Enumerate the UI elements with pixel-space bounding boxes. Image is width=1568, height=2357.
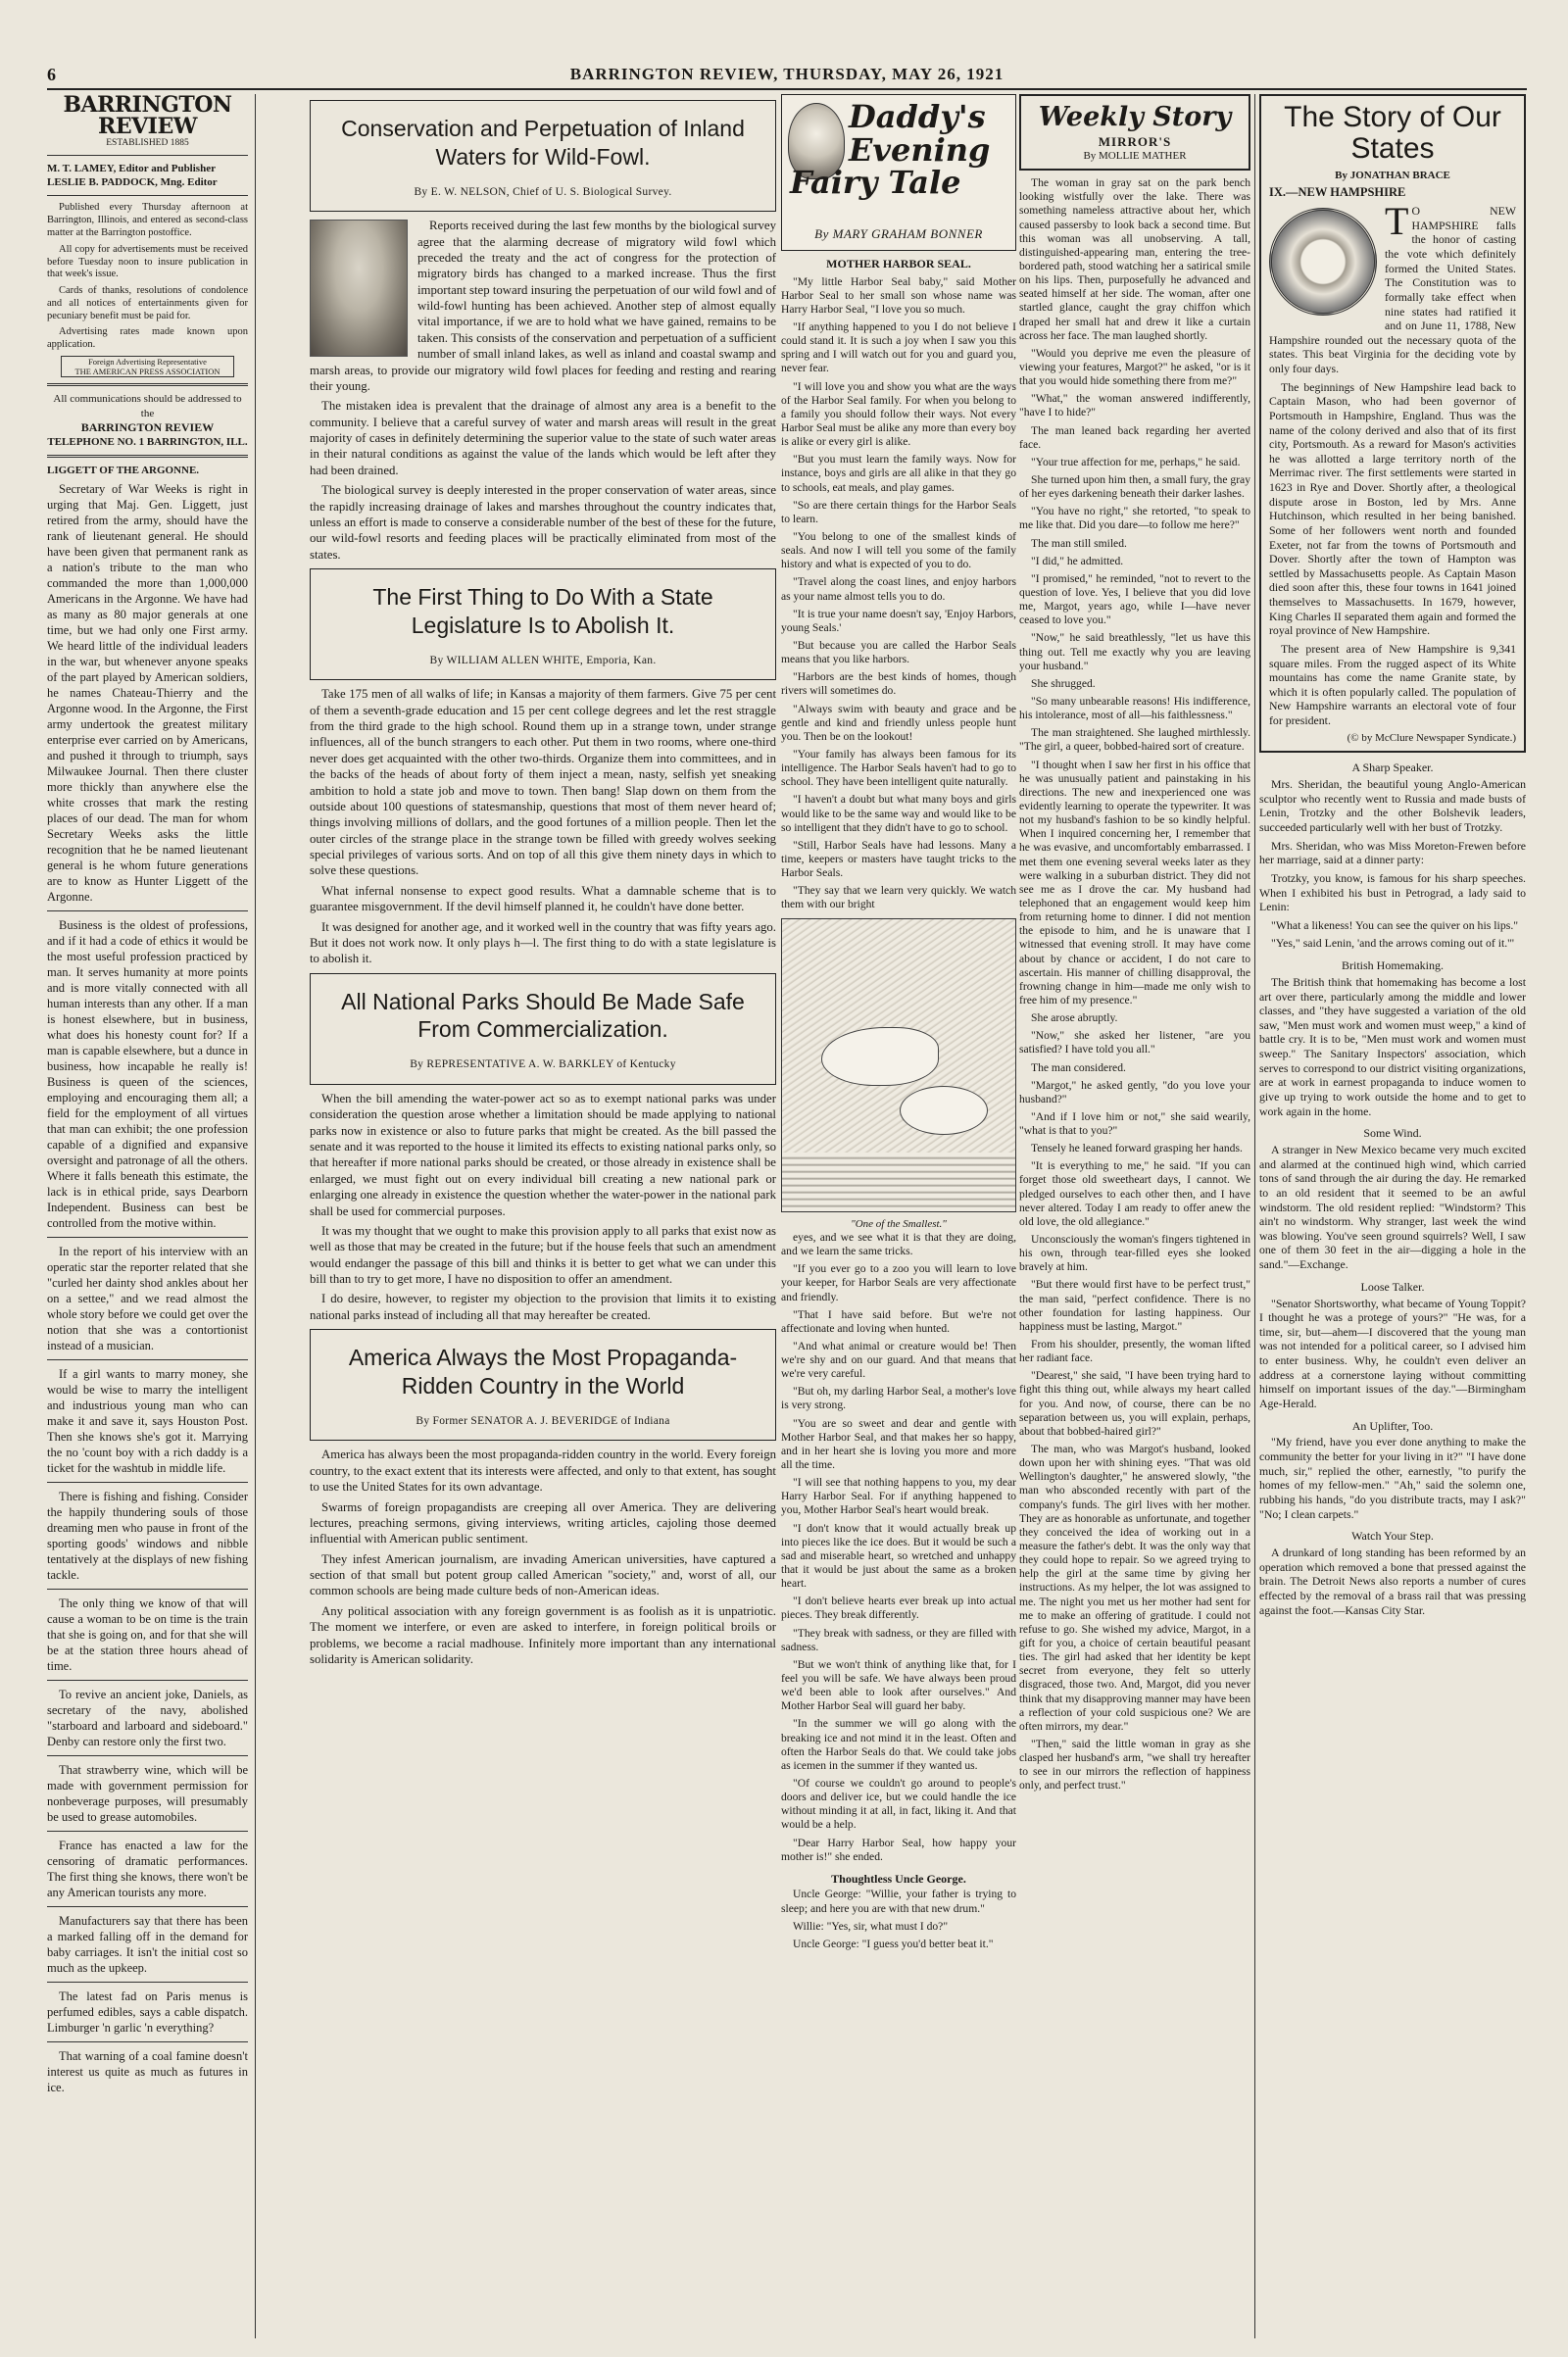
- editorial-paragraph: Secretary of War Weeks is right in urging that Maj. Gen. Liggett, just retired from the army, should have the rank of lieutenant general. He should have been given that permanent rank as a nation's tribute to the man who commanded the more than 1,000,000 Americans in the Argonne. We have had as many as 80 major generals at one time, but we had only one First army. We heard little of the individual leaders in the war, but whenever anyone speaks of the part played by American soldiers, he names Chateau-Thierry and the Argonne wood. In the Argonne, the First army undertook the greatest military enterprise ever carried on by Americans, and pushed it through to triumph, says Milwaukee Journal. Then there cluster more thickly than anywhere else the white crosses that mark the resting places of our dead. The man for whom Secretary Weeks asks the little recognition that he be named lieutenant general is he whom future generations are to know as Hunter Liggett of the Argonne.: [47, 482, 248, 905]
- story-paragraph: "I don't know that it would actually break up into pieces like the ice does. But it would be such a sad and miserable heart, so wretched and unhappy that it would be just about the same as a broken heart.: [781, 1521, 1016, 1591]
- rep-line: THE AMERICAN PRESS ASSOCIATION: [74, 367, 220, 377]
- author-portrait: [310, 220, 408, 357]
- joke-paragraph: Uncle George: "Willie, your father is trying to sleep; and here you are with that new drum.": [781, 1888, 1016, 1915]
- chapter-heading: IX.—NEW HAMPSHIRE: [1269, 184, 1406, 199]
- rep-line: Foreign Advertising Representative: [88, 357, 207, 368]
- story-paragraph: "Of course we couldn't go around to people's doors and deliver ice, but we could handle the ice without minding it at all, in fact, liking it. And that would be a help.: [781, 1777, 1016, 1832]
- editor-line: M. T. LAMEY, Editor and Publisher: [47, 163, 216, 175]
- editorial-paragraph: The only thing we know of that will cause a woman to be on time is the train that she is going on, and for that she will be at the station three hours ahead of time.: [47, 1596, 248, 1674]
- article-paragraph: I do desire, however, to register my objection to the provision that limits it to existing national parks instead of including all that may hereafter be created.: [310, 1292, 776, 1322]
- illustration-caption: "One of the Smallest.": [851, 1217, 947, 1230]
- weekly-story-column: [1019, 94, 1250, 2338]
- communications-name: BARRINGTON REVIEW: [80, 419, 215, 434]
- editorial-paragraph: The latest fad on Paris menus is perfumed edibles, says a cable dispatch. Limburger 'n garlic 'n everything?: [47, 1989, 248, 2036]
- article-title: Conservation and Perpetuation of Inland Waters for Wild-Fowl.: [341, 116, 745, 170]
- fairy-tale-logo: [781, 94, 1016, 251]
- weekly-story-logo: Weekly Story: [1038, 102, 1232, 132]
- item-paragraph: Mrs. Sheridan, who was Miss Moreton-Frewen before her marriage, said at a dinner party:: [1259, 838, 1526, 867]
- notice-text: Published every Thursday afternoon at Barrington, Illinois, and entered as second-class matter at the Barrington postoffice.: [47, 202, 248, 238]
- story-paragraph: "And what animal or creature would be! Then we're shy and on our guard. And that means that we're very careful.: [781, 1339, 1016, 1381]
- editor-line: LESLIE B. PADDOCK, Mng. Editor: [47, 176, 218, 189]
- item-paragraph: Trotzky, you know, is famous for his sharp speeches. When I exhibited his bust in Petrograd, a lady said to Lenin:: [1259, 870, 1526, 914]
- notice-text: Cards of thanks, resolutions of condolence and all notices of entertainments given for pecuniary benefit must be paid for.: [47, 285, 248, 321]
- story-paragraph: "That I have said before. But we're not affectionate and loving when hunted.: [781, 1307, 1016, 1335]
- editorial-column: [47, 94, 248, 2338]
- article-byline: By REPRESENTATIVE A. W. BARKLEY of Kentucky: [410, 1058, 676, 1071]
- story-paragraph: The man considered.: [1031, 1060, 1126, 1074]
- divider: [47, 1359, 248, 1360]
- story-paragraph: "You belong to one of the smallest kinds of seals. And now I will tell you some of the family history and what is expected of you to do.: [781, 530, 1016, 571]
- syndicate-credit: (© by McClure Newspaper Syndicate.): [1347, 731, 1516, 744]
- joke-heading: Thoughtless Uncle George.: [831, 1871, 966, 1886]
- seals-illustration: [781, 918, 1016, 1212]
- item-paragraph: Mrs. Sheridan, the beautiful young Anglo-American sculptor who recently went to Russia and made busts of Lenin, Trotzky and the other Bolshevik leaders, succeeded particularly well with her bust of Trotzky.: [1259, 777, 1526, 834]
- divider: [47, 910, 248, 911]
- story-paragraph: "You have no right," she retorted, "to speak to me like that. Did you dare—to follow me here?": [1019, 505, 1250, 532]
- story-paragraph: She shrugged.: [1031, 676, 1096, 690]
- divider: [47, 1237, 248, 1238]
- telephone-line: TELEPHONE NO. 1 BARRINGTON, ILL.: [47, 435, 248, 448]
- story-paragraph: "It is everything to me," he said. "If you can forget those old sweetheart days, I cannot. We pledged ourselves to each other then, and I have never altered. Today I am ready to offer anew the old love, the old allegiance.": [1019, 1159, 1250, 1228]
- story-paragraph: "I don't believe hearts ever break up into actual pieces. They break differently.: [781, 1595, 1016, 1622]
- story-paragraph: Tensely he leaned forward grasping her hands.: [1031, 1142, 1243, 1155]
- joke-paragraph: Willie: "Yes, sir, what must I do?": [793, 1919, 949, 1933]
- story-paragraph: The man leaned back regarding her averted face.: [1019, 423, 1250, 451]
- story-paragraph: "If anything happened to you I do not believe I could stand it. It is such a joy when I saw you this spring and I will watch out for you and guard you, never fear.: [781, 320, 1016, 375]
- item-heading: A Sharp Speaker.: [1351, 761, 1434, 775]
- series-byline: By JONATHAN BRACE: [1335, 170, 1450, 181]
- story-title: MIRROR'S: [1098, 133, 1172, 149]
- article-byline: By WILLIAM ALLEN WHITE, Emporia, Kan.: [429, 654, 657, 666]
- article-title: The First Thing to Do With a State Legislature Is to Abolish It.: [372, 584, 713, 638]
- article-header-box: [310, 568, 776, 680]
- story-paragraph: "Then," said the little woman in gray as she clasped her husband's arm, "we shall try hereafter to see in our mirrors the reflection of happiness only, and perfect trust.": [1019, 1737, 1250, 1792]
- item-heading: Some Wind.: [1363, 1126, 1422, 1141]
- story-paragraph: "But we won't think of anything like that, for I feel you will be safe. We have always been proud we'd been able to look after ourselves." And Mother Harbor Seal will guard her baby.: [781, 1657, 1016, 1713]
- masthead: [47, 65, 1527, 90]
- story-paragraph: "Travel along the coast lines, and enjoy harbors as your name almost tells you to do.: [781, 575, 1016, 603]
- divider: [47, 1482, 248, 1483]
- divider: [47, 1982, 248, 1983]
- editorial-paragraph: Business is the oldest of professions, and if it had a code of ethics it would be the most useful profession practiced by man. It serves humanity at more points and is more vitally connected with all human interests than any other. If a man is honest elsewhere, but in business, what does his honesty count for? If a man is capable elsewhere, but a dunce in business, how incapable he really is! Business is queen of the sciences, employing and encouraging them all; a field for the employment of all virtues that man can exhibit; the one profession capable of a dignified and expansive oversight and patronage of all the others. Where it falls beneath this estimate, the lack is in ethical pride, says Dearborn Independent. Business can best be controlled from the motive within.: [47, 918, 248, 1231]
- item-paragraph: "Yes," said Lenin, 'and the arrows coming out of it.'": [1271, 936, 1515, 951]
- series-title: The Story of Our States: [1284, 101, 1501, 165]
- item-paragraph: "Senator Shortsworthy, what became of Young Toppit? I thought he was a protege of yours?" "He was, for a time, sir, but—ahem—I discovered that the young man was not intended for a political career, so I advised him to enter business. Why, he couldn't even deliver an address at a cornerstone laying without committing himself on important issues of the day."—Birmingham Age-Herald.: [1259, 1296, 1526, 1410]
- divider: [47, 1589, 248, 1590]
- story-byline: By MOLLIE MATHER: [1083, 149, 1187, 162]
- article-byline: By Former SENATOR A. J. BEVERIDGE of Indiana: [416, 1414, 670, 1427]
- story-paragraph: "Now," she asked her listener, "are you satisfied? I have told you all.": [1019, 1029, 1250, 1056]
- article-header-box: [310, 973, 776, 1085]
- divider: [47, 383, 248, 386]
- column-rule: [255, 94, 256, 2338]
- story-paragraph: "But because you are called the Harbor Seals means that you like harbors.: [781, 639, 1016, 666]
- divider: [47, 1906, 248, 1907]
- editorial-paragraph: There is fishing and fishing. Consider the happily thundering souls of those dreaming men who pause in front of the sporting goods' windows and nibble tentatively at the displays of new fishing tackle.: [47, 1490, 248, 1583]
- editorial-paragraph: To revive an ancient joke, Daniels, as secretary of the navy, abolished "starboard and larboard and sideboard." Denby can restore only the first two.: [47, 1688, 248, 1749]
- divider: [47, 455, 248, 458]
- divider: [47, 155, 248, 156]
- story-paragraph: "Dear Harry Harbor Seal, how happy your mother is!" she ended.: [781, 1836, 1016, 1863]
- seal-figure: [821, 1027, 939, 1086]
- story-paragraph: "Margot," he asked gently, "do you love your husband?": [1019, 1078, 1250, 1105]
- story-paragraph: "I did," he admitted.: [1031, 554, 1124, 567]
- state-seal-illustration: [1269, 208, 1377, 316]
- story-paragraph: "You are so sweet and dear and gentle with Mother Harbor Seal, and that makes her so happy, and in her heart she is loving you more and more all the time.: [781, 1416, 1016, 1472]
- article-paragraph: They infest American journalism, are invading American universities, have captured a section of that small but potent group called American "society," and, worst of all, our common schools are being made culture beds of non-American ideas.: [310, 1551, 776, 1598]
- story-paragraph: "My little Harbor Seal baby," said Mother Harbor Seal to her small son whose name was Harry Harbor Seal, "I love you so much.: [781, 274, 1016, 316]
- editorial-paragraph: France has enacted a law for the censoring of dramatic performances. The first thing she knows, there won't be any American tourists any more.: [47, 1839, 248, 1900]
- notice-text: All copy for advertisements must be received before Tuesday noon to insure publication in that week's issue.: [47, 243, 248, 280]
- article-byline: By E. W. NELSON, Chief of U. S. Biological Survey.: [414, 185, 672, 198]
- masthead-title: BARRINGTON REVIEW, THURSDAY, MAY 26, 1921: [569, 65, 1004, 83]
- item-heading: Watch Your Step.: [1351, 1529, 1434, 1544]
- article-header-box: [310, 100, 776, 212]
- story-paragraph: She turned upon him then, a small fury, the gray of her eyes darkening beneath their darker lashes.: [1019, 473, 1250, 501]
- article-paragraph: The biological survey is deeply interested in the proper conservation of water areas, since the rapidly increasing drainage of lakes and marshes throughout the country indicates that, unless an effort is made to conserve a considerable number of the best of these for the future, our wild-fowl resorts and feeding places will be practically eliminated from most of the states.: [310, 483, 776, 562]
- article-title: All National Parks Should Be Made Safe From Commercialization.: [341, 988, 745, 1043]
- story-paragraph: "And if I love him or not," she said wearily, "what is that to you?": [1019, 1109, 1250, 1138]
- item-paragraph: A drunkard of long standing has been reformed by an operation which removed a bone that pressed against the brain. The Detroit News also reports a number of cures effected by the removal of a brass rail that was pressing against the foot.—Kansas City Star.: [1259, 1546, 1526, 1617]
- story-paragraph: The woman in gray sat on the park bench looking wistfully over the lake. There was something nameless attractive about her, which caused passersby to look back a second time. But this woman was all unobserving. A tall, distinguished-appearing man, entering the tree-bordered path, stood watching her a satirical smile on his lips. Then, purposefully he advanced and seated himself at her side. The woman, after one startled glance, caught the gray chiffon which draped her small hat and drew it like a curtain across her face. The man laughed shortly.: [1019, 176, 1250, 342]
- story-paragraph: "But there would first have to be perfect trust," the man said, "perfect confidence. There is no other foundation for lasting happiness. Our happiness must be lasting, Margot.": [1019, 1278, 1250, 1333]
- story-title: MOTHER HARBOR SEAL.: [826, 257, 971, 270]
- item-heading: Loose Talker.: [1360, 1279, 1425, 1294]
- story-paragraph: "Dearest," she said, "I have been trying hard to fight this thing out, while always my heart called for you. And now, of course, there can be no separation between us, you will explain, perhaps, about that bobbed-haired girl?": [1019, 1369, 1250, 1438]
- story-paragraph: "Would you deprive me even the pleasure of viewing your features, Margot?" he asked, "or is it that you would hide something there from me?": [1019, 346, 1250, 388]
- item-paragraph: The British think that homemaking has become a lost art over there, particularly among the middle and lower classes, and "they have suggested a variation of the old saw, "Men must work and women must weep," a kind of battle cry. It is to be, "Men must work and women must sweep." The Sanitary Inspectors' association, which serves to correspond to our district visiting organizations, are at work in earnest propaganda to induce women to give up trying to work outside the home and to get to work again in the home.: [1259, 974, 1526, 1118]
- logo-text: [790, 98, 991, 202]
- story-paragraph: The man, who was Margot's husband, looked down upon her with shining eyes. "That was old Wellington's daughter," he answered slowly, "the man who absconded recently with part of the company's funds. The girl lives with her mother. They are as honorable as unfortunate, and together they conceived the idea of working out in a measure the father's debt. It was the only way that they could hope to repair. So we agreed trying to help the girl at the same time by giving her instructions. As my helper, the lot was assigned to me. The night you met us her mother had sent for me to make an offering of gratitude. I could not refuse to go. She wished my advice, Margot, in a gift for you, a choice of certain beautiful peasant ties. The girl had asked that her identity be kept secret from everyone, they felt so utterly disgraced, those two. And, Margot, did you never think that my disapproving manner may have been a reflection of your cold suspicious one? We are often mirrors, my dear.": [1019, 1443, 1250, 1733]
- story-paragraph: Unconsciously the woman's fingers tightened in his own, through tear-filled eyes she looked bravely at him.: [1019, 1233, 1250, 1274]
- editorial-paragraph: That strawberry wine, which will be made with government permission for nonbeverage purposes, will presumably be used to grease automobiles.: [47, 1763, 248, 1825]
- story-paragraph: The beginnings of New Hampshire lead back to Captain Mason, who had been governor of Portsmouth in Hampshire, England. Thus was the name of the colony derived and also that of its first city, Portsmouth. As a reward for Mason's activities he was allotted a large territory north of the Merrimac river. The first settlements were started in 1623 in Rye and Dover. Shortly after, a theological dispute arose in Boston, led by Mrs. Anne Hutchinson, which resulted in her being banished. Some of her followers went north and founded Exeter, not far from the towns of Portsmouth and Dover. Shortly after the town of Hampton was settled by Massachusetts people. As Captain Mason died soon after this, these four towns in 1641 joined themselves to Massachusetts. In 1679, however, King Charles II separated them again and formed the royal province of New Hampshire.: [1269, 379, 1516, 638]
- story-paragraph: "In the summer we will go along with the breaking ice and not mind it in the least. Often and often the Harbor Seals do that. We could take jobs as icemen in the summer if they wanted us.: [781, 1717, 1016, 1772]
- logo-line: Fairy Tale: [790, 164, 961, 202]
- opinion-column: [310, 94, 776, 2338]
- article-header-box: [310, 1329, 776, 1441]
- story-paragraph: "Always swim with beauty and grace and be gentle and kind and friendly unless people hunt you. Then be on the lookout!: [781, 702, 1016, 743]
- logo-line: Evening: [849, 130, 991, 169]
- story-paragraph: The present area of New Hampshire is 9,341 square miles. From the rugged aspect of its White mountains has come the name Granite state, by which it is often popularly called. The population of New Hampshire warrants an electoral vote of four for president.: [1269, 641, 1516, 727]
- item-heading: British Homemaking.: [1342, 958, 1444, 972]
- page-number: 6: [47, 65, 56, 84]
- story-paragraph: "Still, Harbor Seals have had lessons. Many a time, keepers or masters have taught tricks to the Harbor Seals.: [781, 838, 1016, 880]
- story-paragraph: "They say that we learn very quickly. We watch them with our bright: [781, 884, 1016, 911]
- story-paragraph: "I will love you and show you what are the ways of the Harbor Seal family. For when you belong to a family you should follow their ways. Not every Harbor Seal must be alike any more than every boy is alike or every girl is alike.: [781, 379, 1016, 449]
- states-column: [1259, 94, 1526, 2338]
- advertising-rep-box: [61, 356, 234, 377]
- joke-paragraph: Uncle George: "I guess you'd better beat it.": [793, 1937, 994, 1950]
- story-of-states-box: [1259, 94, 1526, 753]
- story-paragraph: "I will see that nothing happens to you, my dear Harry Harbor Seal. For if anything happened to you, Mother Harbor Seal's heart would break.: [781, 1476, 1016, 1517]
- item-heading: An Uplifter, Too.: [1351, 1418, 1434, 1433]
- divider: [47, 2041, 248, 2042]
- article-paragraph: America has always been the most propaganda-ridden country in the world. Every foreign country, to the exact extent that its interests were affected, and only to that extent, has sought to use the United States for its own advantage.: [310, 1448, 776, 1495]
- item-paragraph: "My friend, have you ever done anything to make the community the better for your living in it?" "I have done much, sir," replied the other, earnestly, "to purify the homes of my fellow-men." "Ah," said the solemn one, rubbing his hands, "do you distribute tracts, may I ask?" "No; I clean carpets.": [1259, 1435, 1526, 1521]
- divider: [47, 1680, 248, 1681]
- story-paragraph: "What," the woman answered indifferently, "have I to hide?": [1019, 392, 1250, 419]
- story-paragraph: "But you must learn the family ways. Now for instance, boys and girls are all alike in that they go to schools, eat meals, and play games.: [781, 453, 1016, 494]
- logo-line: Daddy's: [849, 98, 986, 135]
- article-paragraph: It was designed for another age, and it worked well in the country that was fifty years ago. But it does not work now. It only plays h—l. The first thing to do with a state legislature is to abolish it.: [310, 919, 776, 966]
- item-paragraph: A stranger in New Mexico became very much excited and alarmed at the continued high wind, which carried tons of sand through the air during the day. He remarked to an old resident that it seemed to be an awful windstorm. The old resident replied: "Windstorm? This ain't no windstorm. Why stranger, last week the wind was blowing. You've seen ground squirrels? Well, I saw one of them 30 feet in the air—digging a hole in the sand."—Exchange.: [1259, 1143, 1526, 1271]
- story-paragraph: "So are there certain things for the Harbor Seals to learn.: [781, 498, 1016, 525]
- divider: [47, 1755, 248, 1756]
- story-paragraph: "But oh, my darling Harbor Seal, a mother's love is very strong.: [781, 1385, 1016, 1412]
- fairy-tale-column: [781, 94, 1016, 2338]
- story-paragraph: "Now," he said breathlessly, "let us have this thing out. Tell me exactly why you are leaving your husband.": [1019, 631, 1250, 672]
- article-paragraph: The mistaken idea is prevalent that the drainage of almost any area is a benefit to the community. I believe that a careful survey of water and marsh areas will result in the great majority of cases in definitely determining the superior value to the state of such water areas in their natural conditions as against the value of the lands which would be left after they had been drained.: [310, 399, 776, 477]
- story-paragraph: "Harbors are the best kinds of homes, though rivers will sometimes do.: [781, 670, 1016, 698]
- story-paragraph: "I promised," he reminded, "not to revert to the question of love. Yes, I believe that you did love me, Margot, years ago, while I—have never ceased to love you.": [1019, 571, 1250, 627]
- author-line: By MARY GRAHAM BONNER: [814, 226, 983, 242]
- story-paragraph: The man straightened. She laughed mirthlessly. "The girl, a queer, bobbed-haired sort of creature.: [1019, 726, 1250, 754]
- drop-cap: T: [1385, 199, 1409, 244]
- article-paragraph: What infernal nonsense to expect good results. What a damnable scheme that is to guarantee misgovernment. If the devil himself planned it, he couldn't have done better.: [310, 883, 776, 914]
- story-paragraph: From his shoulder, presently, the woman lifted her radiant face.: [1019, 1338, 1250, 1365]
- story-paragraph: "I haven't a doubt but what many boys and girls would like to be the same way and would like to be so intelligent that they didn't have to go to school.: [781, 793, 1016, 834]
- article-title: America Always the Most Propaganda-Ridden Country in the World: [348, 1345, 738, 1399]
- story-paragraph: "Your true affection for me, perhaps," he said.: [1031, 455, 1241, 468]
- article-paragraph: Swarms of foreign propagandists are creeping all over America. They are delivering lectures, preaching sermons, giving interviews, writing articles, cajoling those deemed influential with American public sentiment.: [310, 1499, 776, 1547]
- editorial-paragraph: In the report of his interview with an operatic star the reporter related that she "curled her dainty shod ankles about her on a settee," and we read almost the whole story before we could get over the notion that she was a contortionist instead of a musician.: [47, 1245, 248, 1353]
- story-paragraph: "Your family has always been famous for its intelligence. The Harbor Seals haven't had to go to school. They have been intelligent quite naturally.: [781, 747, 1016, 789]
- editorial-paragraph: If a girl wants to marry money, she would be wise to marry the intelligent and industrious young man who can make it and save it, says Houston Post. Then she knows she's got it. Marrying the no 'count boy with a rich daddy is a ticket for the washtub in middle life.: [47, 1367, 248, 1476]
- nameplate: BARRINGTON REVIEW: [63, 94, 232, 139]
- editorial-paragraph: That warning of a coal famine doesn't interest us quite as much as futures in ice.: [47, 2049, 248, 2095]
- story-paragraph: "I thought when I saw her first in his office that he was unusually patient and painstaking in his directions. The new and inexperienced one was evidently learning to operate the typewriter. It was not my husband's fashion to be so kindly helpful. When I inquired concerning her, I remember that he was evasive, and uncomfortably embarrassed. I met them one evening several weeks later as they were walking in a suburban district. They did not see me as I drove the car. My husband had telephoned that an engagement would keep him from returning home to dinner. I did not mention the episode to him, and he is unaware that I witnessed that evening stroll. It may have come about by chance or accident, I do not care to ascertain. His manner of chilling disapproval, the frowning change in him—made me only wish to free him of my presence.": [1019, 758, 1250, 1007]
- item-paragraph: "What a likeness! You can see the quiver on his lips.": [1271, 917, 1519, 932]
- story-paragraph: She arose abruptly.: [1031, 1011, 1118, 1025]
- article-paragraph: When the bill amending the water-power act so as to exempt national parks was under consideration the question arose whether a limitation should be made applying to national parks now in existence or also to future parks that might be created. As the bill passed the senate and it was reported to the house it limited its effects to existing national parks only, so that hereafter if more national parks should be created, or those already in existence shall be enlarged, we must fight out on every individual bill creating a new national park or enlarging one already in existence the question whether the water-power in the national park shall be used for commercial purposes.: [310, 1091, 776, 1218]
- editorial-heading: LIGGETT OF THE ARGONNE.: [47, 465, 200, 477]
- established: ESTABLISHED 1885: [106, 138, 189, 148]
- weekly-story-header: [1019, 94, 1250, 171]
- notice-text: Advertising rates made known upon application.: [47, 326, 248, 351]
- story-paragraph: "It is true your name doesn't say, 'Enjoy Harbors, young Seals.': [781, 607, 1016, 634]
- story-paragraph: O NEW HAMPSHIRE falls the honor of casting the vote which definitely formed the United States. The Constitution was to formally take effect when nine states had ratified it and on June 11, 1788, New Hampshire rounded out the necessary quota of the states. This beat Virginia for the deciding vote by only four days.: [1269, 204, 1516, 375]
- article-paragraph: Any political association with any foreign government is as foolish as it is unpatriotic. The moment we interfere, or even are asked to interfere, in foreign political broils or problems, we become a racial madhouse. Infinitely more important than any international solidarity is American solidarity.: [310, 1603, 776, 1666]
- column-rule: [1254, 94, 1255, 2338]
- communications-note: All communications should be addressed to the: [53, 393, 242, 419]
- article-paragraph: Take 175 men of all walks of life; in Kansas a majority of them farmers. Give 75 per cent of them a seventh-grade education and 15 per cent college degrees and let the rest straggle from the third grade to the high school. Round them up in a strange town, under strange influences, all of the bunch strangers to each other. Put them in two rooms, where one-third never does get acquainted with the other two-thirds. Organize them into committees, and in the backs of the heads of about forty of them inject a mean, nasty, selfish yet sneaking ambition to hold a state job and move to town. Then bang! Slap down on them from the outside about 100 questions of statesmanship, questions that most of them never heard of; things involving millions of dollars, and the good fortunes of a million people. Then let the outer circles of the strange place in the strange town be filled with greedy wolves seeking special privileges of various sorts. And on top of all this give them ninety days in which to solve these questions.: [310, 687, 776, 878]
- story-paragraph: "If you ever go to a zoo you will learn to love your keeper, for Harbor Seals are very affectionate and friendly.: [781, 1262, 1016, 1303]
- divider: [47, 195, 248, 196]
- editorial-paragraph: Manufacturers say that there has been a marked falling off in the demand for baby carriages. It isn't the initial cost so much as the upkeep.: [47, 1914, 248, 1976]
- water-waves: [782, 1153, 1015, 1211]
- story-paragraph: The man still smiled.: [1031, 536, 1127, 550]
- divider: [47, 1831, 248, 1832]
- article-paragraph: It was my thought that we ought to make this provision apply to all parks that exist now as well as those that may be created in the future; but if the house feels that such an amendment would endanger the passage of this bill and thinks it is better to get what we can under this bill than to try to get more, I have no disposition to offer an amendment.: [310, 1223, 776, 1287]
- story-paragraph: "They break with sadness, or they are filled with sadness.: [781, 1626, 1016, 1653]
- seal-figure: [900, 1086, 988, 1135]
- story-paragraph: "So many unbearable reasons! His indifference, his intolerance, most of all—his faithlessness.": [1019, 694, 1250, 722]
- article-paragraph: Reports received during the last few months by the biological survey agree that the alarming decrease of migratory wild fowl which preceded the treaty and the act of congress for the protection of migratory birds has changed to a marked increase. Thus the first important step toward insuring the perpetuation of our wild fowl and of wild-fowl hunting has been achieved. Another step of almost equally vital importance, if we are to hold what we have gained, remains to be taken. This consists of the conservation and perpetuation of a sufficient number of small inland lakes, as well as inland and coastal swamp and marsh areas, to provide our migratory wild fowl places for feeding and resting and rearing their young.: [310, 219, 776, 393]
- story-paragraph: eyes, and we see what it is that they are doing, and we learn the same tricks.: [781, 1230, 1016, 1258]
